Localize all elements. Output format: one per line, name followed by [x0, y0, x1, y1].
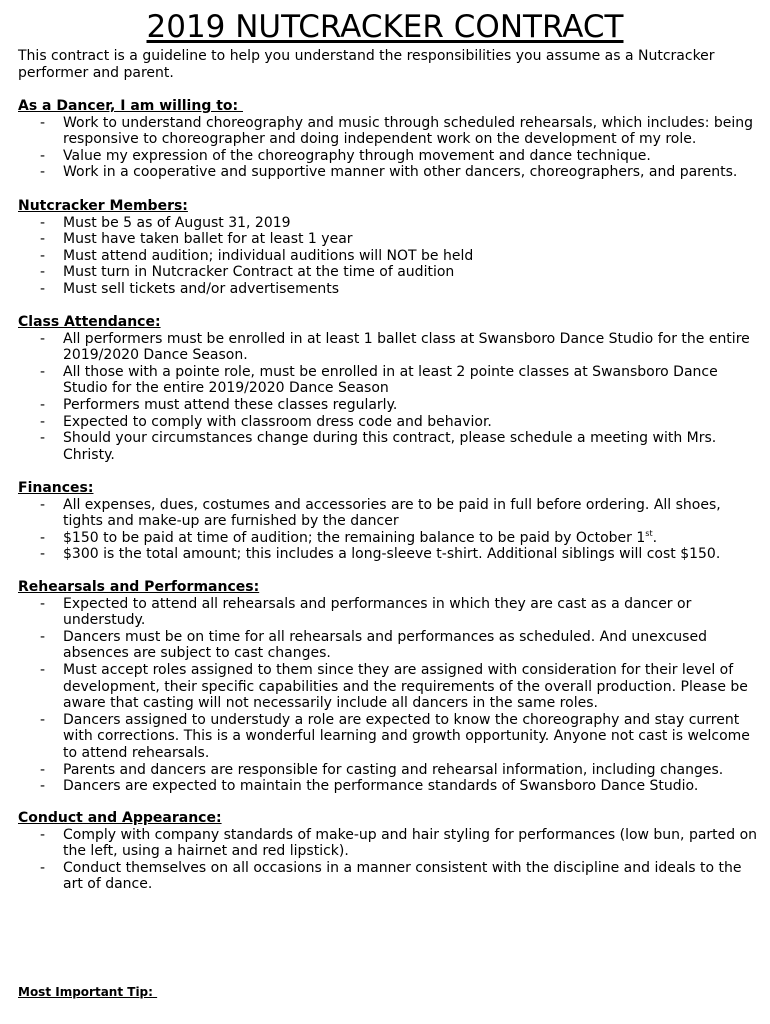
item-text: Must turn in Nutcracker Contract at the time of audition — [63, 264, 455, 281]
item-text: Dancers must be on time for all rehearsals and performances as scheduled. And unexcused absences are subject to cast changes. — [63, 628, 707, 662]
list-item — [40, 496, 758, 530]
item-text: Work in a cooperative and supportive manner with other dancers, choreographers, and parents. — [63, 164, 738, 181]
list-item — [40, 396, 758, 414]
section-heading: Finances: — [18, 480, 94, 496]
item-text: Dancers assigned to understudy a role are expected to know the choreography and stay current with corrections. This is a wonderful learning and growth opportunity. Anyone not cast is welcome to attend rehearsals. — [63, 711, 750, 761]
list-item — [40, 628, 758, 662]
dash-bullet: - — [40, 396, 46, 413]
item-text: Work to understand choreography and music through scheduled rehearsals, which includes: being responsive to choreographer and doing independent work on the development of my role. — [63, 114, 754, 148]
list-item — [40, 595, 758, 629]
section-nutcracker-members — [18, 198, 758, 298]
list-item — [40, 661, 758, 712]
list-item — [40, 214, 758, 232]
dash-bullet: - — [40, 529, 46, 546]
dash-bullet: - — [40, 711, 46, 728]
item-text: All expenses, dues, costumes and accessories are to be paid in full before ordering. All shoes, tights and make-up are furnished by the dancer — [63, 496, 721, 530]
item-text: Performers must attend these classes regularly. — [63, 396, 398, 413]
item-text-tail: . — [652, 529, 658, 546]
list-item — [40, 164, 758, 181]
item-text: $150 to be paid at time of audition; the remaining balance to be paid by October 1 — [63, 529, 646, 546]
list-item — [40, 826, 758, 860]
dash-bullet: - — [40, 164, 46, 181]
list-item — [40, 147, 758, 165]
list-item — [40, 363, 758, 397]
item-text: Expected to attend all rehearsals and performances in which they are cast as a dancer or understudy. — [63, 595, 692, 629]
list-item — [40, 778, 758, 795]
list-item — [40, 280, 758, 298]
list-item — [40, 528, 758, 547]
dash-bullet: - — [40, 147, 46, 164]
list-item — [40, 264, 758, 281]
list-item — [40, 231, 758, 248]
section-heading: Class Attendance: — [18, 314, 161, 330]
list-item — [40, 430, 758, 463]
document-title: 2019 NUTCRACKER CONTRACT — [146, 9, 624, 45]
dash-bullet: - — [40, 628, 46, 645]
dash-bullet: - — [40, 778, 46, 795]
intro-paragraph: This contract is a guideline to help you understand the responsibilities you assume as a Nutcracker performer and parent. — [18, 48, 715, 81]
section-heading: Rehearsals and Performances: — [18, 579, 260, 595]
section-rehearsals-performances — [18, 579, 758, 795]
dash-bullet: - — [40, 214, 46, 231]
section-heading: Conduct and Appearance: — [18, 810, 222, 826]
item-text: Parents and dancers are responsible for casting and rehearsal information, including changes. — [63, 761, 724, 778]
section-heading: Nutcracker Members: — [18, 198, 188, 214]
item-text: Expected to comply with classroom dress code and behavior. — [63, 413, 492, 430]
list-item — [40, 247, 758, 265]
item-text: Dancers are expected to maintain the performance standards of Swansboro Dance Studio. — [63, 778, 699, 795]
section-class-attendance — [18, 314, 758, 463]
dash-bullet: - — [40, 430, 46, 447]
item-text: Must attend audition; individual auditions will NOT be held — [63, 247, 474, 264]
item-text: Must have taken ballet for at least 1 year — [63, 231, 353, 248]
item-list — [18, 497, 758, 563]
dash-bullet: - — [40, 363, 46, 380]
item-text: $300 is the total amount; this includes a long-sleeve t-shirt. Additional siblings will cost $150. — [63, 546, 721, 563]
item-list — [18, 331, 758, 464]
dash-bullet: - — [40, 330, 46, 347]
item-text: Conduct themselves on all occasions in a manner consistent with the discipline and ideals to the art of dance. — [63, 859, 742, 893]
item-list — [18, 596, 758, 795]
item-list — [18, 827, 758, 893]
dash-bullet: - — [40, 859, 46, 876]
dash-bullet: - — [40, 231, 46, 248]
most-important-tip-heading: Most Important Tip: — [18, 985, 158, 999]
dash-bullet: - — [40, 761, 46, 778]
section-conduct-appearance — [18, 810, 758, 893]
ordinal-superscript: st — [645, 528, 653, 538]
item-list — [18, 215, 758, 298]
list-item — [40, 114, 758, 148]
dash-bullet: - — [40, 114, 46, 131]
list-item — [40, 859, 758, 893]
dash-bullet: - — [40, 826, 46, 843]
dash-bullet: - — [40, 661, 46, 678]
dash-bullet: - — [40, 595, 46, 612]
item-list — [18, 115, 758, 181]
section-heading: As a Dancer, I am willing to: — [18, 98, 243, 114]
list-item — [40, 711, 758, 762]
dash-bullet: - — [40, 496, 46, 513]
dash-bullet: - — [40, 247, 46, 264]
item-text: All performers must be enrolled in at least 1 ballet class at Swansboro Dance Studio for the entire 2019/2020 Dance Season. — [63, 330, 750, 364]
section-finances — [18, 480, 758, 563]
item-text: Comply with company standards of make-up and hair styling for performances (low bun, parted on the left, using a hairnet and red lipstick). — [63, 826, 758, 860]
list-item — [40, 546, 758, 563]
dash-bullet: - — [40, 280, 46, 297]
item-text: Must be 5 as of August 31, 2019 — [63, 214, 291, 231]
item-text: All those with a pointe role, must be enrolled in at least 2 pointe classes at Swansboro Dance Studio for the entire 2019/2020 Dance Season — [63, 363, 718, 397]
list-item — [40, 330, 758, 364]
dash-bullet: - — [40, 413, 46, 430]
section-dancer-willing — [18, 98, 758, 181]
item-text: Value my expression of the choreography through movement and dance technique. — [63, 147, 651, 164]
dash-bullet: - — [40, 264, 46, 281]
item-text: Should your circumstances change during this contract, please schedule a meeting with Mrs. Christy. — [63, 430, 717, 463]
item-text: Must accept roles assigned to them since they are assigned with consideration for their level of development, their specific capabilities and the requirements of the overall production. Please be aware that casting will not necessarily include all dancers in the same roles. — [63, 661, 748, 712]
item-text: Must sell tickets and/or advertisements — [63, 280, 339, 297]
dash-bullet: - — [40, 546, 46, 563]
list-item — [40, 761, 758, 779]
list-item — [40, 413, 758, 431]
